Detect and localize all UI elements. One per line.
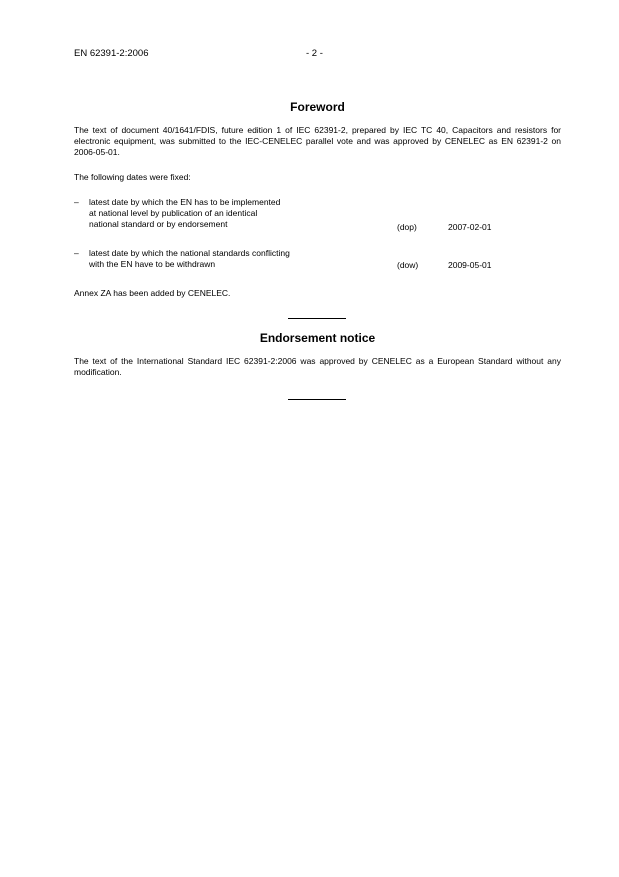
date-item-description [89, 248, 389, 270]
date-abbreviation: (dop) [397, 222, 417, 232]
foreword-title: Foreword [290, 100, 345, 114]
document-id: EN 62391-2:2006 [74, 48, 149, 59]
description-line: at national level by publication of an identical [89, 208, 258, 218]
document-page [74, 0, 561, 877]
list-dash: – [74, 197, 79, 207]
date-abbreviation: (dow) [397, 260, 419, 270]
date-item-dow [74, 248, 561, 270]
page-number: - 2 - [306, 48, 323, 59]
endorsement-text: The text of the International Standard IEC 62391-2:2006 was approved by CENELEC as a European Standard without any modification. [74, 356, 561, 377]
date-value: 2009-05-01 [448, 260, 492, 270]
endorsement-title: Endorsement notice [259, 331, 376, 345]
list-dash: – [74, 248, 79, 258]
foreword-intro: The text of document 40/1641/FDIS, future edition 1 of IEC 62391-2, prepared by IEC TC 40, Capacitors and resistors for electronic equipment, was submitted to the IEC-CENELEC parallel vote and was approved by CENELEC as EN 62391-2 on 2006-05-01. [74, 125, 561, 157]
date-item-description [89, 197, 389, 230]
section-divider [288, 318, 346, 319]
description-line: with the EN have to be withdrawn [89, 259, 216, 269]
description-line: latest date by which the EN has to be implemented [89, 197, 281, 207]
description-line: national standard or by endorsement [89, 219, 228, 229]
dates-intro: The following dates were fixed: [74, 172, 191, 182]
date-item-dop [74, 197, 561, 231]
date-value: 2007-02-01 [448, 222, 492, 232]
section-divider [288, 399, 346, 400]
description-line: latest date by which the national standards conflicting [89, 248, 290, 258]
annex-note: Annex ZA has been added by CENELEC. [74, 288, 231, 298]
